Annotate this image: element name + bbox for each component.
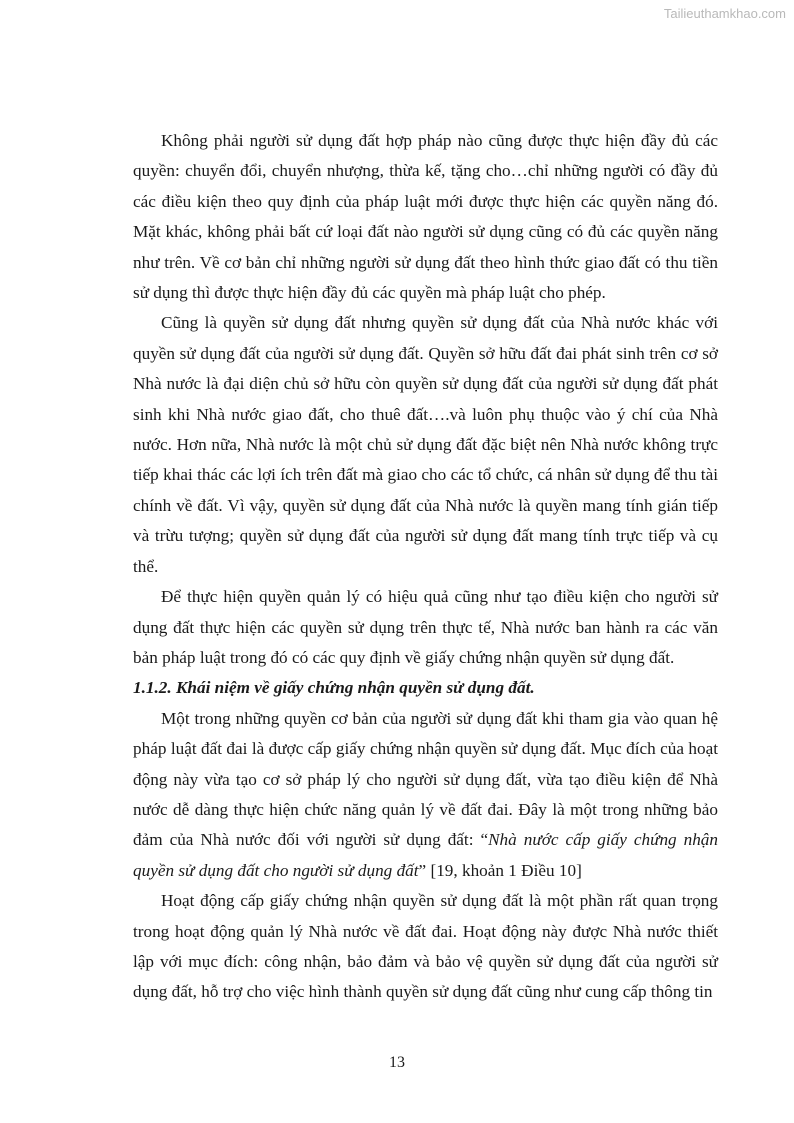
paragraph-4-text: Một trong những quyền cơ bản của người sử dụng đất khi tham gia vào quan hệ pháp luật đất đai là được cấp giấy chứng nhận quyền sử dụng đất. Mục đích của hoạt động này vừa tạo cơ sở pháp lý cho người sử dụng đất, vừa tạo điều kiện để Nhà nước dễ dàng thực hiện chức năng quản lý về đất đai. Đây là một trong những bảo đảm của Nhà nước đối với người sử dụng đất: “ [133,708,718,850]
paragraph-3: Để thực hiện quyền quản lý có hiệu quả cũng như tạo điều kiện cho người sử dụng đất thực hiện các quyền sử dụng trên thực tế, Nhà nước ban hành ra các văn bản pháp luật trong đó có các quy định về giấy chứng nhận quyền sử dụng đất. [133,587,718,667]
page-number: 13 [389,1054,405,1071]
document-body [133,126,718,1008]
watermark: Tailieuthamkhao.com [663,6,786,21]
paragraph-5: Hoạt động cấp giấy chứng nhận quyền sử dụng đất là một phần rất quan trọng trong hoạt động quản lý Nhà nước về đất đai. Hoạt động này được Nhà nước thiết lập với mục đích: công nhận, bảo đảm và bảo vệ quyền sử dụng đất của người sử dụng đất, hỗ trợ cho việc hình thành quyền sử dụng đất cũng như cung cấp thông tin [133,891,718,1002]
paragraph-1: Không phải người sử dụng đất hợp pháp nào cũng được thực hiện đầy đủ các quyền: chuyển đổi, chuyển nhượng, thừa kế, tặng cho…chỉ những người có đầy đủ các điều kiện theo quy định của pháp luật mới được thực hiện các quyền năng đó. Mặt khác, không phải bất cứ loại đất nào người sử dụng cũng có đủ các quyền năng như trên. Về cơ bản chỉ những người sử dụng đất theo hình thức giao đất có thu tiền sử dụng thì được thực hiện đầy đủ các quyền mà pháp luật cho phép. [133,131,718,303]
citation: ” [19, khoản 1 Điều 10] [418,860,582,880]
legal-quote: Nhà nước cấp giấy chứng nhận quyền sử dụng đất cho người sử dụng đất [133,830,718,880]
paragraph-4 [133,704,718,886]
section-heading: 1.1.2. Khái niệm về giấy chứng nhận quyền sử dụng đất. [133,678,535,698]
paragraph-2: Cũng là quyền sử dụng đất nhưng quyền sử dụng đất của Nhà nước khác với quyền sử dụng đất của người sử dụng đất. Quyền sở hữu đất đai phát sinh trên cơ sở Nhà nước là đại diện chủ sở hữu còn quyền sử dụng đất của người sử dụng đất phát sinh khi Nhà nước giao đất, cho thuê đất….và luôn phụ thuộc vào ý chí của Nhà nước. Hơn nữa, Nhà nước là một chủ sử dụng đất đặc biệt nên Nhà nước không trực tiếp khai thác các lợi ích trên đất mà giao cho các tổ chức, cá nhân sử dụng để thu tài chính về đất. Vì vậy, quyền sử dụng đất của Nhà nước là quyền mang tính gián tiếp và trừu tượng; quyền sử dụng đất của người sử dụng đất mang tính trực tiếp và cụ thể. [133,313,718,576]
